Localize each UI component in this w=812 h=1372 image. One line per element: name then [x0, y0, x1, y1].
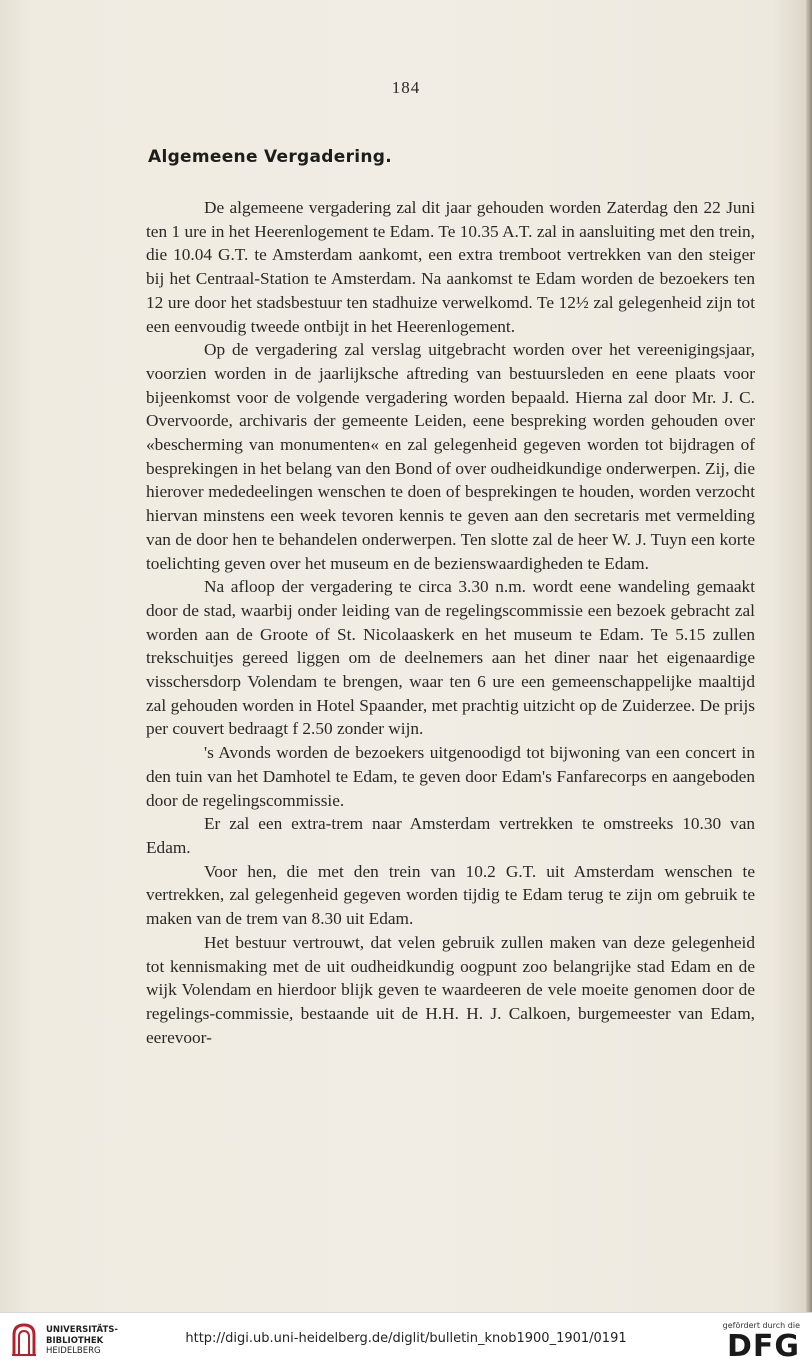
- library-line-2: BIBLIOTHEK: [46, 1335, 104, 1346]
- paragraph: Het bestuur vertrouwt, dat velen gebruik zullen maken van deze gelegenheid tot kennismaking met de uit oudheidkundig oogpunt zoo belangrijke stad Edam en de wijk Volendam en hierdoor blijk geven te waardeeren de vele moeite genomen door de regelings-commissie, bestaande uit de H.H. H. J. Calkoen, burgemeester van Edam, eerevoor-: [146, 932, 755, 1047]
- library-line-1: UNIVERSITÄTS-: [46, 1325, 118, 1335]
- body-text: [146, 196, 755, 1049]
- page-number: 184: [391, 78, 421, 97]
- paragraph: Na afloop der vergadering te circa 3.30 n.m. wordt eene wandeling gemaakt door de stad, waarbij onder leiding van de regelingscommissie een bezoek gebracht zal worden aan de Groote of St. Nicolaaskerk en het museum te Edam. Te 5.15 zullen trekschuitjes gereed liggen om de deelnemers aan het diner naar het eigenaardige visschersdorp Volendam te brengen, waar ten 6 ure een gemeenschappelijke maaltijd zal gehouden worden in Hotel Spaander, met prachtig uitzicht op de Zuiderzee. De prijs per couvert bedraagt f 2.50 zonder wijn.: [146, 577, 755, 739]
- dfg-logo[interactable]: DFG: [726, 1329, 800, 1364]
- paragraph: De algemeene vergadering zal dit jaar gehouden worden Zaterdag den 22 Juni ten 1 ure in het Heerenlogement te Edam. Te 10.35 A.T. zal in aansluiting met den trein, die 10.04 G.T. te Amsterdam aankomt, een extra tremboot vertrekken van den steiger bij het Centraal-Station te Amsterdam. Na aankomst te Edam worden de bezoekers ten 12 ure door het stadsbestuur ten stadhuize verwelkomd. Te 12½ zal gelegenheid zijn tot een eenvoudig tweede ontbijt in het Heerenlogement.: [146, 198, 755, 336]
- paragraph: 's Avonds worden de bezoekers uitgenoodigd tot bijwoning van een concert in den tuin van het Damhotel te Edam, te geven door Edam's Fanfarecorps en aangeboden door de regelingscommissie.: [146, 743, 755, 810]
- paragraph: Voor hen, die met den trein van 10.2 G.T. uit Amsterdam wenschen te vertrekken, zal gelegenheid gegeven worden tijdig te Edam terug te zijn om gebruik te maken van de trem van 8.30 uit Edam.: [146, 861, 755, 929]
- section-heading: Algemeene Vergadering.: [148, 147, 393, 167]
- paragraph: Op de vergadering zal verslag uitgebracht worden over het vereenigingsjaar, voorzien worden in de jaarlijksche aftreding van bestuursleden en eene plaats voor bijeenkomst voor de volgende vergadering worden bepaald. Hierna zal door Mr. J. C. Overvoorde, archivaris der gemeente Leiden, eene bespreking worden gehouden over «bescherming van monumenten« en zal gelegenheid gegeven worden tot bijdragen of besprekingen in het belang van den Bond of over oudheidkundige onderwerpen. Zij, die hierover mededeelingen wenschen te doen of besprekingen te houden, worden verzocht hiervan minstens een week tevoren kennis te geven aan den secretaris met vermelding van de door hen te behandelen onderwerpen. Ten slotte zal de heer W. J. Tuyn een korte toelichting geven over het museum en de bezienswaardigheden te Edam.: [146, 340, 755, 573]
- document-url[interactable]: http://digi.ub.uni-heidelberg.de/diglit/bulletin_knob1900_1901/0191: [185, 1331, 627, 1346]
- paragraph: Er zal een extra-trem naar Amsterdam vertrekken te omstreeks 10.30 van Edam.: [146, 814, 755, 857]
- viewer-footer: [0, 1312, 812, 1372]
- funded-by-label: gefördert durch die: [722, 1321, 800, 1330]
- page-edge: [806, 0, 812, 1312]
- library-line-3: HEIDELBERG: [46, 1346, 101, 1356]
